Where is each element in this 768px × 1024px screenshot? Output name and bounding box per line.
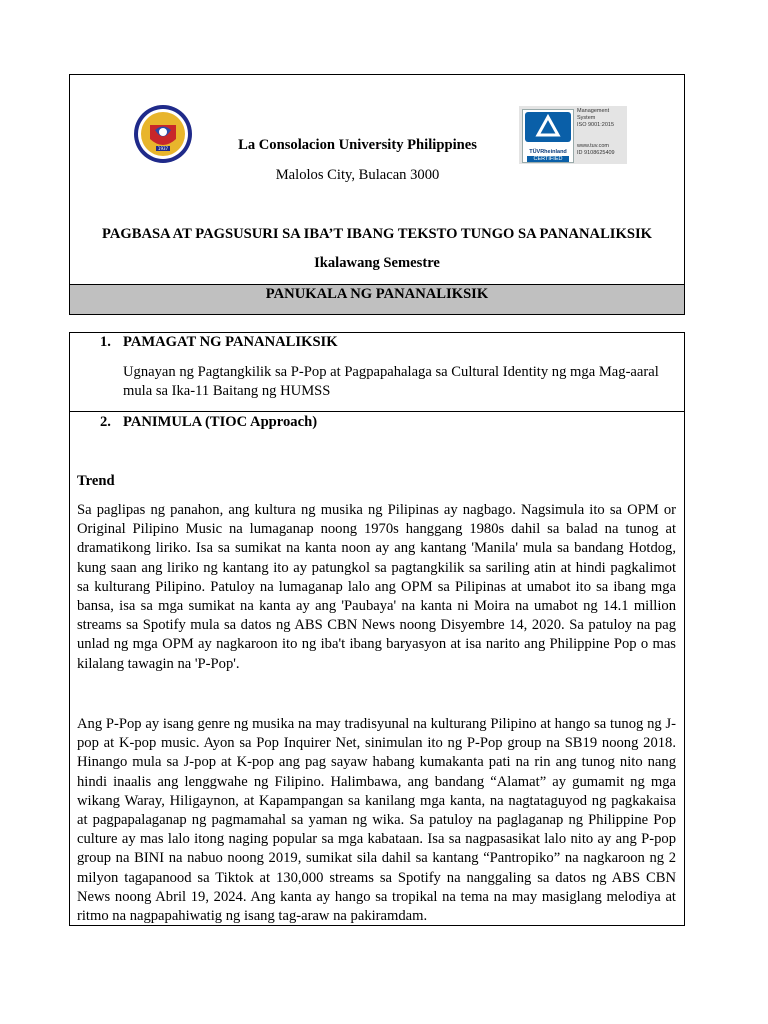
cert-line-3: ISO 9001:2015 (577, 122, 615, 128)
trend-label: Trend (77, 473, 115, 489)
tuv-certified: CERTIFIED (527, 156, 569, 162)
seal-year: 1937 (157, 146, 169, 151)
cert-line-5: ID 9108625409 (577, 150, 615, 156)
section-1-title: PAMAGAT NG PANANALIKSIK (123, 334, 338, 350)
banner-bar (70, 284, 684, 314)
iso-certification-badge (519, 106, 627, 164)
cert-line-2: System (577, 115, 596, 121)
section-1-number: 1. (100, 334, 111, 350)
research-title: Ugnayan ng Pagtangkilik sa P-Pop at Pagpapahalaga sa Cultural Identity ng mga Mag-aaral mula sa Ika-11 Baitang ng HUMSS (123, 364, 659, 400)
tuv-logo-icon (522, 109, 574, 163)
cert-line-4: www.tuv.com (577, 143, 609, 149)
course-title: PAGBASA AT PAGSUSURI SA IBA’T IBANG TEKSTO TUNGO SA PANANALIKSIK (102, 226, 652, 242)
content-box (69, 332, 685, 926)
banner-title: PANUKALA NG PANANALIKSIK (265, 286, 489, 302)
semester-label: Ikalawang Semestre (314, 255, 440, 271)
section-2-number: 2. (100, 414, 111, 430)
paragraph-2: Ang P-Pop ay isang genre ng musika na may tradisyunal na kulturang Pilipino at hango sa tunog ng J-pop at K-pop music. Ayon sa Pop Inquirer Net, sinimulan ito ng P-Pop group na SB19 noong 2018. Hinango mula sa J-pop at K-pop ang pag sayaw habang kumakanta pati na rin ang tunog nito nang hindi inaalis ang lenggwahe ng Filipino. Halimbawa, ang bandang “Alamat” ay gumamit ng mga wikang Waray, Hiligaynon, at Kapampangan sa kanilang mga kanta, na nagtataguyod ng pagkakaisa at pagpapalaganap ng pagmamahal sa yaman ng wika. Sa patuloy na paglaganap ng Philippine Pop culture ay mas lalo itong naging popular sa mga kabataan. Isa sa nagpasasikat lalo nito ay ang P-pop group na BINI na nabuo noong 2019, sumikat sila dahil sa kantang “Pantropiko” na nagkaroon ng 2 milyon tagapanood sa Tiktok at 130,000 streams sa Spotify na nanggaling sa datos ng ABS CBN News noong Abril 19, 2024. Ang kanta ay hango sa tropikal na tema na may masiglang melodiya at ritmo na nagpapahiwatig ng isang tag-araw na pakiramdam. (77, 716, 676, 925)
section-2-title: PANIMULA (TIOC Approach) (123, 414, 318, 430)
university-address: Malolos City, Bulacan 3000 (275, 167, 440, 183)
section-divider (70, 411, 684, 412)
header-box (69, 74, 685, 315)
cert-line-1: Management (577, 108, 610, 114)
tuv-brand: TÜVRheinland (529, 149, 567, 155)
university-name: La Consolacion University Philippines (238, 137, 477, 153)
paragraph-1: Sa paglipas ng panahon, ang kultura ng musika ng Pilipinas ay nagbago. Nagsimula ito sa OPM or Original Pilipino Music na lumaganap noong 1970s hanggang 1980s dahil sa balad na tunog at dramatikong liriko. Isa sa sumikat na kanta noon ay ang kantang 'Manila' mula sa bandang Hotdog, kung saan ang liriko ng kantang ito ay patungkol sa pagtangkilik sa sariling atin at hindi pagkalimot sa kulturang Pilipino. Patuloy na lumaganap lalo ang OPM sa Pilipinas at umabot ito sa ibang mga bansa, isa sa mga sumikat na kanta ay ang 'Paubaya' na kanta ni Moira na umabot ng 14.1 million streams sa Spotify mula sa datos ng ABS CBN News noong Disyembre 14, 2020. Sa patuloy na pag unlad ng mga OPM ay nagkaroon ito ng iba't ibang baryasyon at isa narito ang Philippine Pop o mas kilalang tawagin na 'P-Pop'. (77, 502, 676, 672)
university-seal-icon (133, 103, 193, 165)
